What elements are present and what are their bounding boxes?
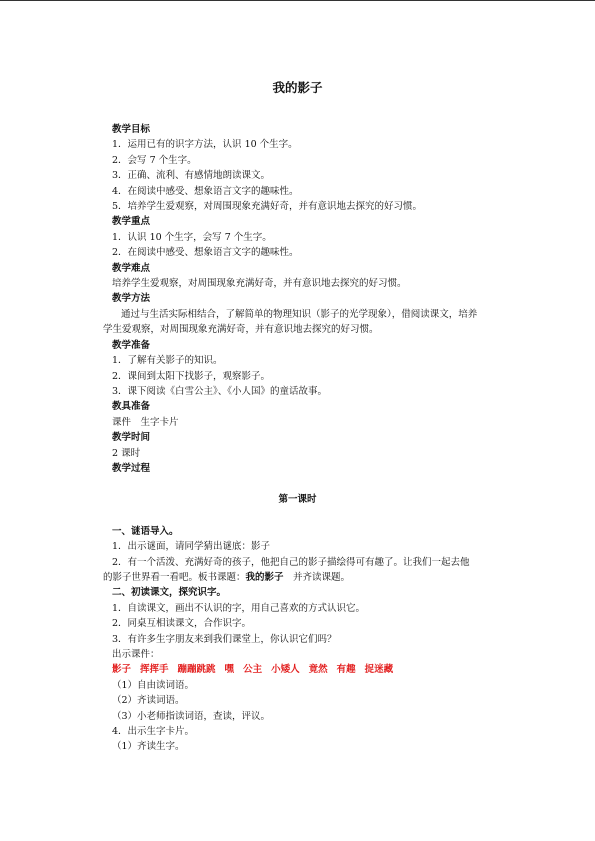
section-heading-time: 教学时间 [112,432,151,444]
vocabulary-word: 有趣 [336,664,356,676]
document-title: 我的影子 [272,80,323,95]
activity-item: （2）齐读词语。 [112,695,185,707]
difficulty-text: 培养学生爱观察，对周围现象充满好奇，并有意识地去探究的好习惯。 [112,278,407,290]
vocabulary-word: 蹦蹦跳跳 [177,664,216,676]
section-heading-goals: 教学目标 [112,124,151,135]
riddle-line-1: 1．出示谜面，请同学猜出谜底：影子 [112,541,271,553]
activity-item: （3）小老师指读词语，查读，评议。 [112,710,271,722]
section-heading-key-points: 教学重点 [112,216,151,228]
preparation-item: 2．课间到太阳下找影子，观察影子。 [112,370,271,382]
goal-item: 1．运用已有的识字方法，认识 10 个生字。 [112,139,298,151]
vocabulary-word: 捉迷藏 [364,664,394,676]
reading-item: 2．同桌互相读课文，合作识字。 [112,618,252,630]
reading-item: 出示课件： [112,649,160,660]
activity-item: （1）自由读词语。 [112,679,195,691]
vocabulary-word: 挥挥手 [140,664,169,676]
goal-item: 3．正确、流利、有感情地朗读课文。 [112,170,271,182]
vocabulary-word: 嘿 [224,664,235,676]
activity-item: 4．出示生字卡片。 [112,726,195,738]
section-heading-difficulties: 教学难点 [112,262,151,274]
lesson-title-inline: 我的影子 [245,571,284,583]
aids-text: 课件 生字卡片 [112,416,179,428]
riddle-line-3 [103,570,507,585]
lesson-heading: 第一课时 [278,494,317,506]
reading-item: 1．自读课文，画出不认识的字，用自己喜欢的方式认识它。 [112,602,366,614]
time-text: 2 课时 [112,447,141,459]
vocabulary-word: 竟然 [308,664,328,676]
reading-item: 3．有许多生字朋友来到我们课堂上，你认识它们吗？ [112,633,337,645]
subsection-heading-riddle: 一、谜语导入。 [112,525,179,537]
preparation-item: 3．课下阅读《白雪公主》、《小人国》的童话故事。 [112,385,328,397]
vocabulary-word: 影子 [112,664,132,676]
methods-text-line-2: 学生爱观察，对周围现象充满好奇，并有意识地去探究的好习惯。 [103,324,379,336]
vocabulary-word: 公主 [243,664,263,676]
preparation-item: 1．了解有关影子的知识。 [112,355,223,367]
vocabulary-word-list [112,662,507,677]
riddle-line-2: 2．有一个活泼、充满好奇的孩子，他把自己的影子描绘得可有趣了。让我们一起去他 [112,556,470,568]
key-point-item: 2．在阅读中感受、想象语言文字的趣味性。 [112,247,299,259]
goal-item: 5．培养学生爱观察，对周围现象充满好奇，并有意识地去探究的好习惯。 [112,201,423,213]
riddle-line-3-text: 的影子世界看一看吧。板书课题： [103,571,246,583]
subsection-heading-reading: 二、初读课文，探究识字。 [112,587,227,599]
section-heading-process: 教学过程 [112,462,151,474]
section-heading-methods: 教学方法 [112,293,151,305]
activity-item: （1）齐读生字。 [112,741,185,753]
document-body [103,122,507,755]
section-heading-aids: 教具准备 [112,401,151,413]
goal-item: 2．会写 7 个生字。 [112,154,197,166]
section-heading-preparation: 教学准备 [112,339,151,351]
key-point-item: 1．认识 10 个生字，会写 7 个生字。 [112,231,272,243]
riddle-line-3-tail: 并齐读课题。 [283,571,351,583]
vocabulary-word: 小矮人 [271,664,300,676]
methods-text-line-1: 通过与生活实际相结合，了解简单的物理知识（影子的光学现象），借阅读课文，培养 [121,308,478,320]
goal-item: 4．在阅读中感受、想象语言文字的趣味性。 [112,185,299,197]
